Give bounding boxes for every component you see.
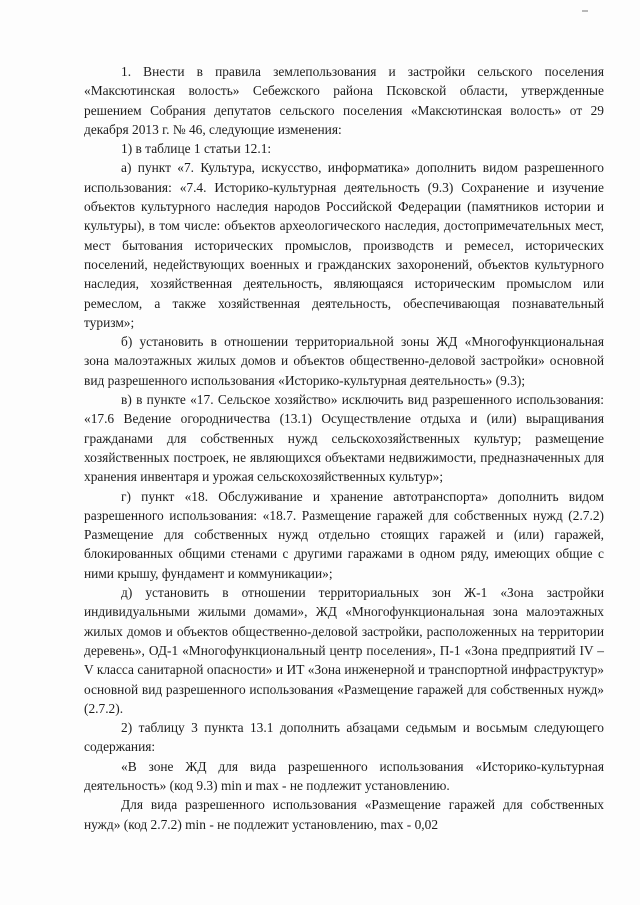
paragraph-item-d: д) установить в отношении территориальных зон Ж-1 «Зона застройки индивидуальными жилыми домами», ЖД «Многофункциональная зона малоэтажных жилых домов и объектов общественно-деловой застройки, расположенных на территории деревень», ОД-1 «Многофункциональный центр поселения», П-1 «Зона предприятий IV – V класса санитарной опасности» и ИТ «Зона инженерной и транспортной инфраструктур» основной вид разрешенного использования «Размещение гаражей для собственных нужд» (2.7.2). [84,585,604,716]
paragraph-item-g: г) пункт «18. Обслуживание и хранение автотранспорта» дополнить видом разрешенного использования: «18.7. Размещение гаражей для собственных нужд (2.7.2) Размещение для собственных нужд отдельно стоящих гаражей и (или) гаражей, блокированных общими стенами с другими гаражами в одном ряду, имеющих общие с ними крышу, фундамент и коммуникации»; [84,488,604,581]
document-body [84,62,604,834]
paragraph-item-v: в) в пункте «17. Сельское хозяйство» исключить вид разрешенного использования: «17.6 Ведение огородничества (13.1) Осуществление отдыха и (или) выращивания гражданами для собственных нужд сельскохозяйственных культур; размещение хозяйственных построек, не являющихся объектами недвижимости, предназначенных для хранения инвентаря и урожая сельскохозяйственных культур»; [84,392,604,485]
paragraph-amendment-intro: 1. Внести в правила землепользования и застройки сельского поселения «Максютинская волость» Себежского района Псковской области, утвержденные решением Собрания депутатов сельского поселения «Максютинская волость» от 29 декабря 2013 г. № 46, следующие изменения: [84,64,604,137]
paragraph-garages-limit: Для вида разрешенного использования «Размещение гаражей для собственных нужд» (код 2.7.2) min - не подлежит установлению, max - 0,02 [84,797,604,832]
paragraph-item-b: б) установить в отношении территориальной зоны ЖД «Многофункциональная зона малоэтажных жилых домов и объектов общественно-деловой застройки» основной вид разрешенного использования «Историко-культурная деятельность» (9.3); [84,334,604,388]
paragraph-quote-zd: «В зоне ЖД для вида разрешенного использования «Историко-культурная деятельность» (код 9.3) min и max - не подлежит установлению. [84,758,604,793]
paragraph-table-1: 1) в таблице 1 статьи 12.1: [121,141,272,157]
paragraph-table-3: 2) таблицу 3 пункта 13.1 дополнить абзацами седьмым и восьмым следующего содержания: [84,720,604,755]
paragraph-item-a: а) пункт «7. Культура, искусство, информатика» дополнить видом разрешенного использования: «7.4. Историко-культурная деятельность (9.3) Сохранение и изучение объектов культурного наследия народов Российской Федерации (памятников истории и культуры), в том числе: объектов археологического наследия, достопримечательных мест, мест бытования исторических промыслов, производств и ремесел, исторических поселений, недействующих военных и гражданских захоронений, объектов культурного наследия, хозяйственная деятельность, являющаяся историческим промыслом или ремеслом, а также хозяйственная деятельность, обеспечивающая познавательный туризм»; [84,160,604,330]
scan-mark [582,10,588,12]
